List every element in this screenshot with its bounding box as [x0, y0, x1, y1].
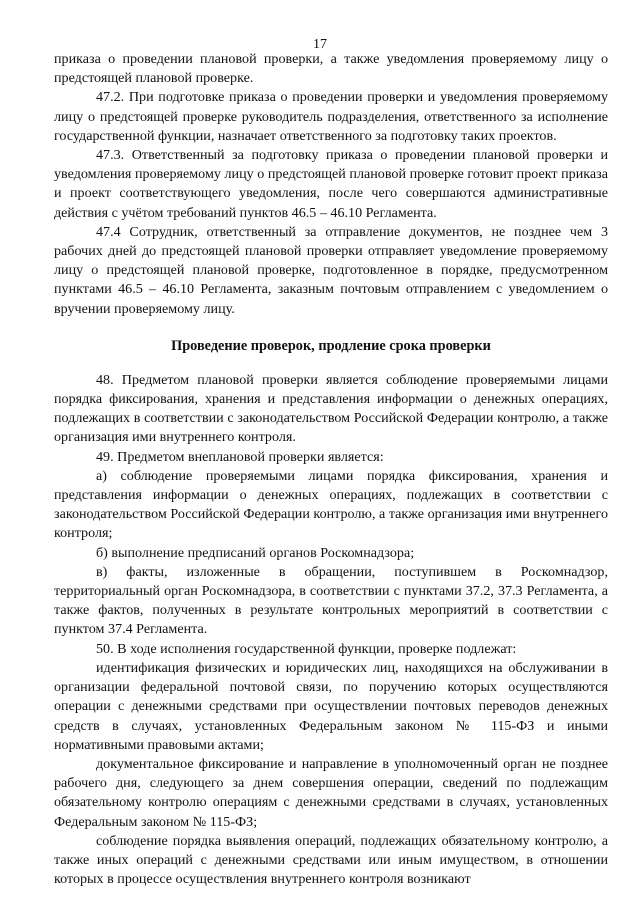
- paragraph-49-a: а) соблюдение проверяемыми лицами порядка фиксирования, хранения и представления информации о денежных операциях, подлежащих в соответствии с законодательством Российской Федерации контролю, а также организация ими внутреннего контроля;: [54, 467, 608, 542]
- paragraph-47-3: 47.3. Ответственный за подготовку приказа о проведении плановой проверки и уведомления проверяемому лицу о предстоящей плановой проверке готовит проект приказа и проект соответствующего уведомления, после чего совершаются административные действия с учётом требований пунктов 46.5 – 46.10 Регламента.: [54, 147, 608, 221]
- paragraph-49: 49. Предметом внеплановой проверки является:: [96, 448, 384, 465]
- paragraph-48: 48. Предметом плановой проверки является соблюдение проверяемыми лицами порядка фиксирования, хранения и представления информации о денежных операциях, подлежащих в соответствии с законодательством Российской Федерации контролю, а также организация ими внутреннего контроля.: [54, 371, 608, 446]
- paragraph-47-2: 47.2. При подготовке приказа о проведении проверки и уведомления проверяемому лицу о предстоящей проверке руководитель подразделения, ответственного за исполнение государственной функции, назначает ответственного за подготовку таких проектов.: [54, 89, 608, 144]
- paragraph-50: 50. В ходе исполнения государственной функции, проверке подлежат:: [96, 640, 517, 657]
- document-body: [54, 50, 608, 889]
- section-heading: Проведение проверок, продление срока проверки: [171, 337, 491, 354]
- paragraph-47-4: 47.4 Сотрудник, ответственный за отправление документов, не позднее чем 3 рабочих дней до предстоящей плановой проверки отправляет уведомление проверяемому лицу о предстоящей плановой проверке, подготовленное в порядке, предусмотренном пунктами 46.5 – 46.10 Регламента, заказным почтовым отправлением с уведомлением о вручении проверяемому лицу.: [54, 223, 608, 317]
- paragraph-50-documentation: документальное фиксирование и направление в уполномоченный орган не позднее рабочего дня, следующего за днем совершения операции, сведений по подлежащим обязательному контролю операциям с денежными средствами в случаях, установленных Федеральным законом № 115-ФЗ;: [54, 755, 608, 830]
- paragraph-50-detection: соблюдение порядка выявления операций, подлежащих обязательному контролю, а также иных операций с денежными средствами или иным имуществом, в отношении которых в процессе осуществления внутреннего контроля возникают: [54, 832, 608, 888]
- page-number: 17: [313, 37, 327, 52]
- paragraph-49-b: б) выполнение предписаний органов Роскомнадзора;: [96, 544, 415, 561]
- paragraph-50-identification: идентификация физических и юридических лиц, находящихся на обслуживании в организации федеральной почтовой связи, по поручению которых осуществляются операции с денежными средствами при осуществлении почтовых переводов денежных средств в случаях, установленных Федеральным законом № 115-ФЗ и иными нормативными правовыми актами;: [54, 659, 608, 753]
- paragraph-order-continuation: приказа о проведении плановой проверки, а также уведомления проверяемому лицу о предстоящей плановой проверке.: [54, 51, 608, 87]
- paragraph-49-v: в) факты, изложенные в обращении, поступившем в Роскомнадзор, территориальный орган Роскомнадзора, в соответствии с пунктами 37.2, 37.3 Регламента, а также фактов, полученных в результате контрольных мероприятий в соответствии с пунктом 37.4 Регламента.: [54, 563, 608, 638]
